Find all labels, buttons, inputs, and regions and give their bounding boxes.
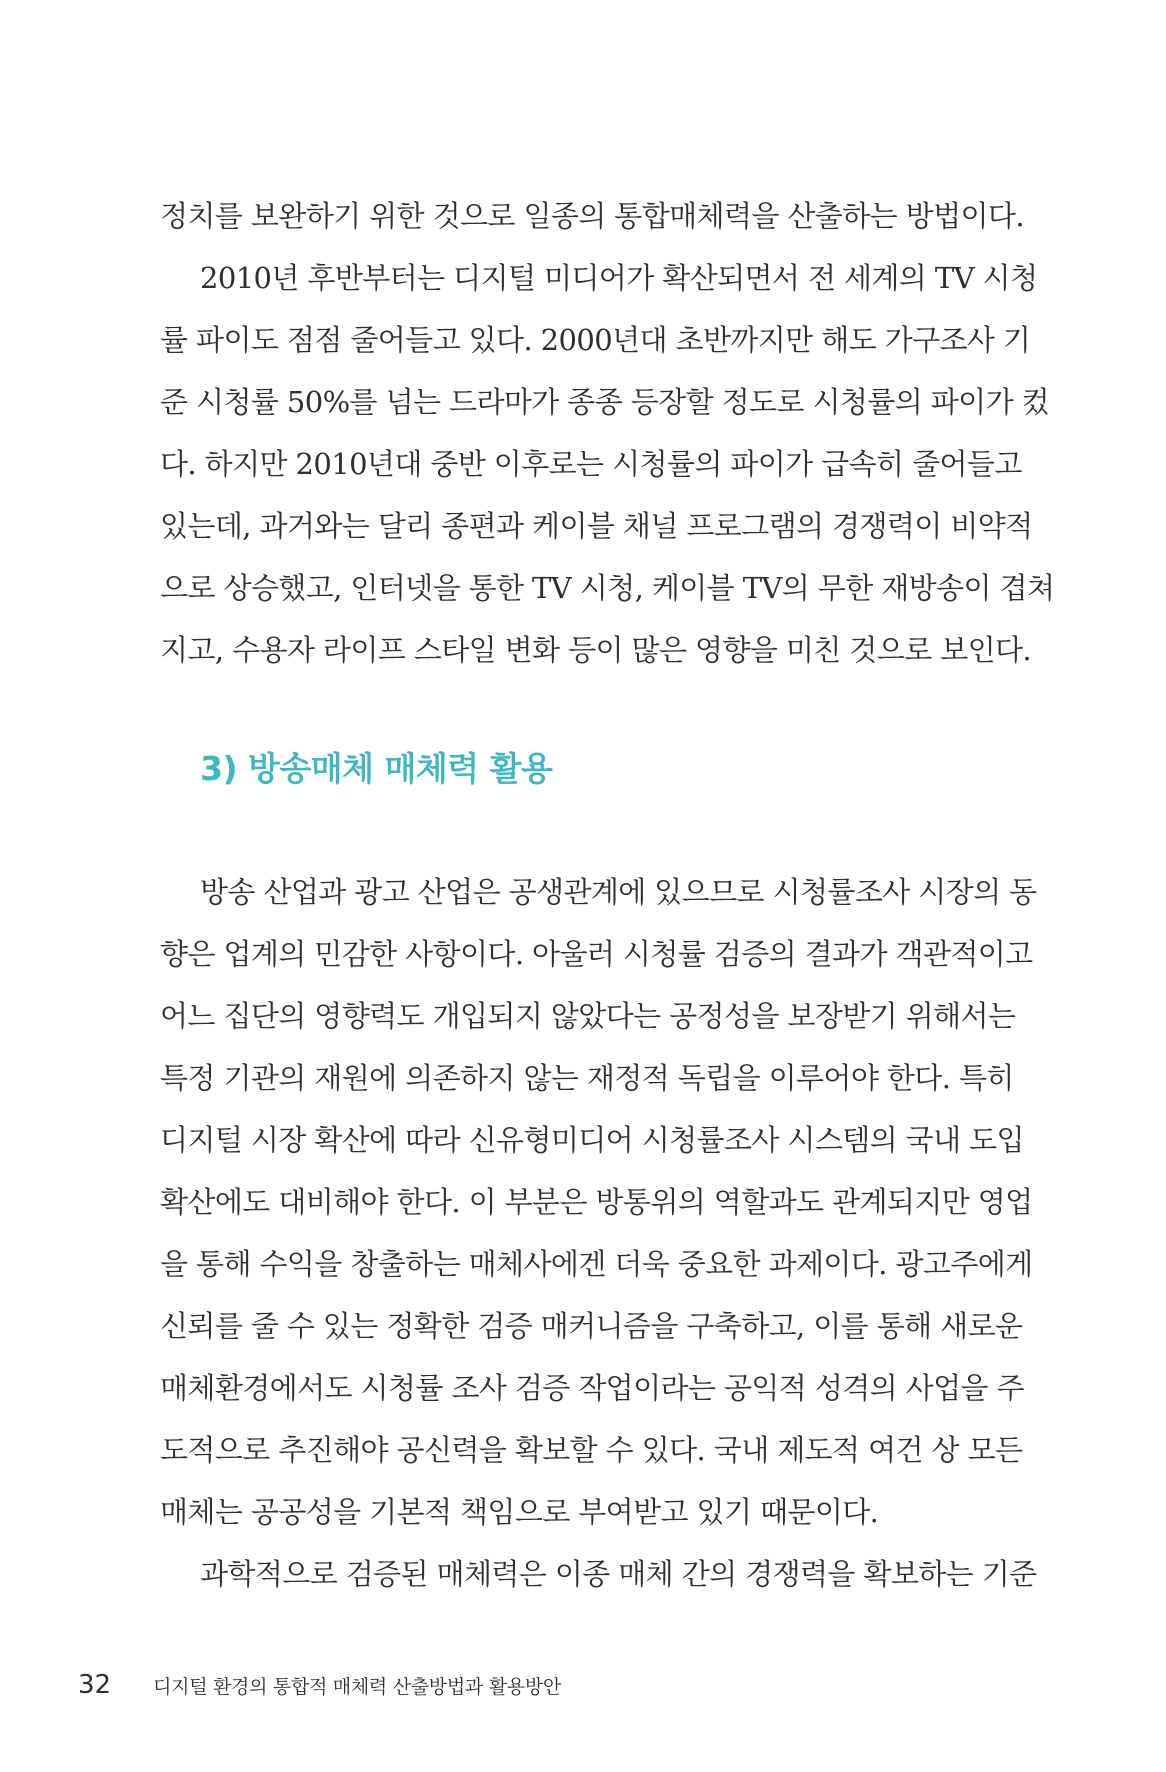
text-line: 방송 산업과 광고 산업은 공생관계에 있으므로 시청률조사 시장의 동 (200, 875, 1037, 909)
text-line: 어느 집단의 영향력도 개입되지 않았다는 공정성을 보장받기 위해서는 (160, 999, 1016, 1033)
section-heading: 3) 방송매체 매체력 활용 (200, 749, 553, 788)
text-line: 매체는 공공성을 기본적 책임으로 부여받고 있기 때문이다. (160, 1495, 879, 1529)
text-line: 준 시청률 50%를 넘는 드라마가 종종 등장할 정도로 시청률의 파이가 컸 (160, 385, 1050, 419)
text-line: 2010년 후반부터는 디지털 미디어가 확산되면서 전 세계의 TV 시청 (200, 261, 1038, 295)
text-line: 정치를 보완하기 위한 것으로 일종의 통합매체력을 산출하는 방법이다. (160, 199, 1024, 233)
text-line: 과학적으로 검증된 매체력은 이종 매체 간의 경쟁력을 확보하는 기준 (200, 1557, 1037, 1591)
text-line: 다. 하지만 2010년대 중반 이후로는 시청률의 파이가 급속히 줄어들고 (160, 447, 1022, 481)
paragraph-2 (160, 247, 1055, 681)
text-line: 있는데, 과거와는 달리 종편과 케이블 채널 프로그램의 경쟁력이 비약적 (160, 509, 1033, 543)
text-line: 지고, 수용자 라이프 스타일 변화 등이 많은 영향을 미친 것으로 보인다. (160, 633, 1032, 667)
paragraph-4 (160, 1543, 1037, 1605)
text-line: 도적으로 추진해야 공신력을 확보할 수 있다. 국내 제도적 여건 상 모든 (160, 1433, 1023, 1467)
paragraph-3 (160, 861, 1037, 1543)
text-line: 을 통해 수익을 창출하는 매체사에겐 더욱 중요한 과제이다. 광고주에게 (160, 1247, 1033, 1281)
page-number: 32 (78, 1670, 112, 1700)
page-footer (78, 1668, 561, 1702)
paragraph-1 (160, 185, 1024, 247)
text-line: 특정 기관의 재원에 의존하지 않는 재정적 독립을 이루어야 한다. 특히 (160, 1061, 1014, 1095)
body-text (160, 185, 1055, 1605)
text-line: 확산에도 대비해야 한다. 이 부분은 방통위의 역할과도 관계되지만 영업 (160, 1185, 1033, 1219)
text-line: 향은 업계의 민감한 사항이다. 아울러 시청률 검증의 결과가 객관적이고 (160, 937, 1033, 971)
text-line: 디지털 시장 확산에 따라 신유형미디어 시청률조사 시스템의 국내 도입 (160, 1123, 1024, 1157)
text-line: 률 파이도 점점 줄어들고 있다. 2000년대 초반까지만 해도 가구조사 기 (160, 323, 1031, 357)
text-line: 매체환경에서도 시청률 조사 검증 작업이라는 공익적 성격의 사업을 주 (160, 1371, 1024, 1405)
running-title: 디지털 환경의 통합적 매체력 산출방법과 활용방안 (153, 1675, 561, 1698)
text-line: 으로 상승했고, 인터넷을 통한 TV 시청, 케이블 TV의 무한 재방송이 겹쳐 (160, 571, 1055, 605)
text-line: 신뢰를 줄 수 있는 정확한 검증 매커니즘을 구축하고, 이를 통해 새로운 (160, 1309, 1023, 1343)
